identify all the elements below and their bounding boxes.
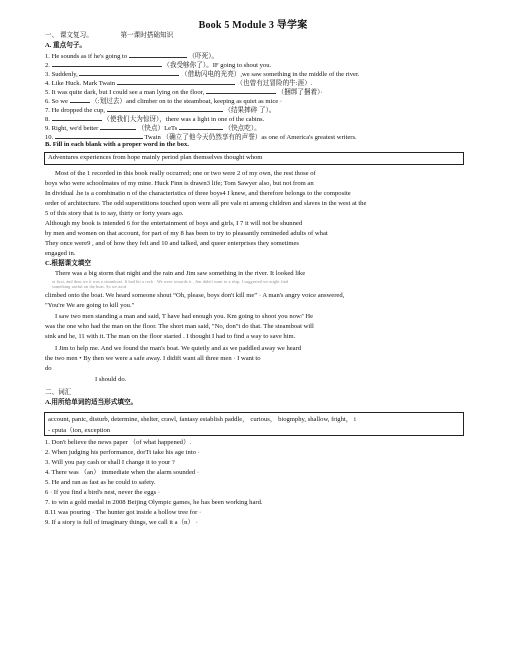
story-line: the two men • By then we were a safe away. I didift want all three men · I want to	[45, 355, 261, 362]
story-line: There was a big storm that night and the rain and Jim saw something in the river. It looked like	[55, 270, 306, 277]
answer-blank[interactable]	[55, 132, 143, 139]
answer-blank[interactable]	[52, 114, 102, 121]
sentence-text: 7. He dropped the cup,	[45, 107, 106, 114]
answer-blank[interactable]	[70, 96, 90, 103]
answer-blank[interactable]	[179, 123, 223, 130]
sentence-text: 8.	[45, 116, 50, 123]
page-title: Book 5 Module 3 导学案	[198, 20, 308, 31]
vocab-item: 9. If a story is full of imaginary things, we call it a（n） ·	[45, 519, 198, 526]
answer-blank[interactable]	[79, 69, 179, 76]
vocab-item: 6 · If you find a bird's nest, never the eggs ·	[45, 489, 161, 496]
sentence-hint: （快点）LeTs	[137, 125, 178, 132]
vocab-item: 8.11 was pouring · The hunter got inside a hollow tree for ·	[45, 509, 202, 516]
section1-subtitle: 第一课时搭础知识	[120, 32, 174, 39]
sentence-text: 10.	[45, 134, 54, 141]
story-line: "You're We are going to kill you."	[45, 302, 135, 309]
word-box-line: account, panic, disturb, determine, shelter, crawl, fantasy establish paddle， curious， biogmphy, shallow, fright， i	[48, 416, 356, 423]
section2-header: 二、词汇	[45, 389, 72, 396]
sentence-hint: （捆绑了捆着）·	[277, 89, 323, 96]
sentence-text: 1. He sounds as if he's going to	[45, 53, 128, 60]
section1-a-label: A. 重点句子。	[45, 42, 87, 49]
answer-blank[interactable]	[129, 51, 187, 58]
section-c-label: C.根据课文填空	[45, 260, 91, 267]
faint-text: something useful on the boat. So we aord	[52, 284, 127, 289]
sentence-text: 9. Right, we'd better	[45, 125, 99, 132]
section1-b-label: B. Fill in each blank with a proper word in the box.	[45, 141, 189, 148]
vocab-item: 4. There was （an） immediate when the alarm sounded ·	[45, 469, 200, 476]
story-line: do	[45, 365, 52, 372]
sentence-hint: （我受够你了）。IF going to shout you.	[163, 62, 272, 69]
passage-line: 5 of this story that is to say, thirty or forty years ago.	[45, 210, 184, 217]
sentence-hint: （:划过去）and climber on to the steamboat, keeping as quiet as mice ·	[91, 98, 283, 105]
word-box	[44, 152, 464, 165]
sentence-text: 6. So we	[45, 98, 68, 105]
passage-line: by men and women on that account, for part of my 8 has been to try to pleasantly remineded adults of what	[45, 230, 328, 237]
story-line: I Jim to help me. And we found the man's boat. We quietly and as we paddled away we heard	[55, 345, 302, 352]
passage-line: boys who were schoolmates of my mine. Huck Finn is drawn3 life; Tom Sawyer also, but not from an	[45, 180, 314, 187]
story-line: I saw two men standing a man and said, T have had enough you. Km going to shoot you now/' He	[55, 313, 314, 320]
vocab-item: 1. Don't believe the news paper （of what happened）.	[45, 439, 192, 446]
word-box	[44, 412, 464, 436]
sentence-hint: （使我们大为惊讶），there was a light in one of the cabins.	[103, 116, 265, 123]
sentence-hint: （吓死）。	[188, 53, 219, 60]
answer-blank[interactable]	[117, 78, 235, 85]
vocab-item: 7. to win a gold medal in 2008 Beijing Olympic games, he has been working hard.	[45, 499, 263, 506]
passage-line: order of architecture. The odd superstitions touched upon were all pre vale nt among children and slaves in the west at the	[45, 200, 367, 207]
story-line: sink and he, 11 with it. The man on the floor started . I thought I had to find a way to save him.	[45, 333, 296, 340]
sentence-hint: （结果摔碎 了）。	[224, 107, 276, 114]
word-box-line: - cputa（ion, exception	[48, 427, 111, 434]
sentence-text: 5. It was quite dark, but I could see a man lying on the floor,	[45, 89, 205, 96]
section1-title: 一、 课文复习。	[45, 32, 93, 39]
vocab-item: 5. He and ran as fast as he could to safety.	[45, 479, 156, 486]
sentence-text: 2.	[45, 62, 50, 69]
answer-blank[interactable]	[52, 60, 162, 67]
sentence-text: 4. Like Huck. Mark Twain	[45, 80, 116, 87]
sentence-hint: Twain （确立了他今天仍然享有的声誉）as one of America's greatest writers.	[144, 134, 357, 141]
sentence-hint: （快点吃）。	[224, 125, 261, 132]
sentence-hint: （也曾有过冒险的牛:涯）.	[236, 80, 313, 87]
passage-line: Most of the 1 recorded in this book really occurred; one or two were 2 of my own, the rest those of	[55, 170, 316, 177]
sentence-hint: （借助闪电的光亮）,we saw something in the middle of the river.	[181, 71, 360, 78]
passage-line: engaged in.	[45, 250, 76, 257]
passage-line: Although my book is intended 6 for the entertainment of boys and girls, I 7 it will not be shunned	[45, 220, 303, 227]
story-line: I should do.	[95, 376, 127, 383]
sentence-text: 3. Suddenly,	[45, 71, 78, 78]
answer-blank[interactable]	[107, 105, 223, 112]
story-line: was the one who had the man on the floor. The short man said, "No, don"t do that. The steamboat will	[45, 323, 314, 330]
passage-line: They once were9 , and of how they felt and 10 and talked, and queer enterprises they sometimes	[45, 240, 299, 247]
section1-header	[45, 32, 173, 40]
faint-text: at first, and then we it was a steamboat. It had hit a rock · We were towards it , Jim didn't want to a ship, I suggested we might find	[52, 279, 289, 284]
answer-blank[interactable]	[206, 87, 276, 94]
section2-a-label: A.用所给单词的适当形式填空。	[45, 399, 138, 406]
answer-blank[interactable]	[100, 123, 136, 130]
story-line: climbed onto the boat. We heard someone shout “Oh, please, boys don't kill me” · A man's angry voice answered,	[45, 292, 345, 299]
vocab-item: 2. When judging his performance, dorTt take his age into ·	[45, 449, 200, 456]
word-box-text: Adventures experiences from hope mainly period plan themselves thought whom	[48, 154, 263, 161]
passage-line: In dividual .he is a combinatio n of the characteristics of three boys4 I knew, and therefore belongs to the composite	[45, 190, 351, 197]
vocab-item: 3. Will you pay cash or shall I change it to your ?	[45, 459, 175, 466]
